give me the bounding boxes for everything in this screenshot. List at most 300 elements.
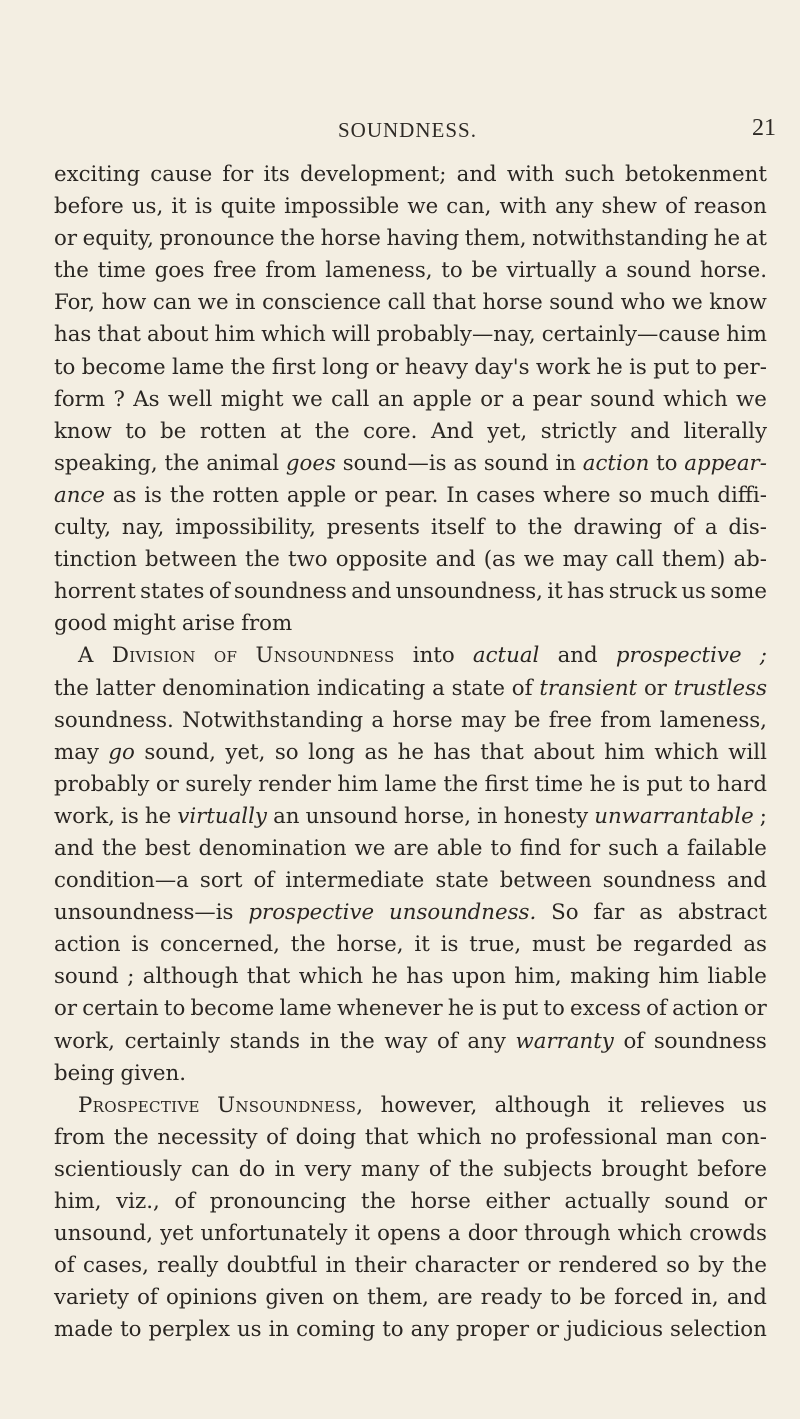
word: man [665, 1124, 713, 1150]
word: he [371, 964, 398, 990]
text-line [54, 769, 767, 801]
word: sound, [144, 739, 216, 765]
word: be [596, 932, 623, 958]
word: animal [206, 450, 280, 476]
word: however, [380, 1092, 478, 1118]
text-line [54, 1058, 767, 1090]
word: arise [181, 611, 236, 637]
text-line [54, 416, 767, 448]
word: true, [469, 932, 522, 958]
word: way [384, 1028, 428, 1054]
word: it [414, 932, 430, 958]
word: upon [451, 964, 506, 990]
word: from [265, 258, 317, 284]
word: (as [483, 547, 516, 573]
word: first [271, 354, 316, 380]
word: as [743, 932, 767, 958]
word: free [213, 258, 257, 284]
word: which [654, 739, 719, 765]
word: ance [54, 482, 105, 508]
word: soundness [653, 1028, 767, 1054]
word: or [527, 1253, 551, 1279]
word: might [220, 386, 284, 412]
word: For, [54, 290, 96, 316]
word: or [375, 354, 399, 380]
word: which [261, 322, 326, 348]
word: forced [614, 1285, 684, 1311]
text-line [54, 993, 767, 1025]
word: it [547, 579, 563, 605]
word: on [332, 1285, 359, 1311]
word: perplex [148, 1317, 230, 1343]
word: such [608, 835, 659, 861]
word: how [101, 290, 147, 316]
word: unsound [305, 803, 398, 829]
word: any [467, 1028, 506, 1054]
word: to [543, 996, 565, 1022]
word: So [551, 900, 579, 926]
word: really [157, 1253, 219, 1279]
word: literally [683, 418, 767, 444]
word: as [453, 450, 478, 476]
word: sound [549, 290, 615, 316]
word: us, [131, 194, 164, 220]
word: appear- [684, 450, 767, 476]
word: about [533, 739, 595, 765]
word: well [167, 386, 213, 412]
word: pronounce [159, 226, 275, 252]
word: good [54, 611, 107, 637]
text-line [54, 1250, 767, 1282]
word: put [646, 771, 683, 797]
word: such [564, 162, 615, 187]
text-line [54, 1026, 767, 1058]
word: doing [295, 1124, 357, 1150]
word: in [325, 1253, 347, 1279]
word: may [460, 707, 506, 733]
text-line [54, 352, 767, 384]
word: him [604, 739, 645, 765]
text-line [54, 865, 767, 897]
word: action [582, 450, 650, 476]
word: of [511, 675, 533, 701]
word: no [490, 1124, 517, 1150]
word: the [230, 354, 266, 380]
word: of [174, 1189, 196, 1214]
word: we [407, 194, 439, 220]
word: hard [716, 771, 767, 797]
word: unwarrantable [594, 803, 754, 829]
word: horse [410, 1189, 471, 1214]
word: able [436, 835, 483, 861]
word: about [147, 322, 209, 348]
word: that [480, 739, 524, 765]
word: sound [483, 450, 549, 476]
word: tinction [54, 547, 137, 573]
word: or [480, 386, 504, 412]
word: in [555, 450, 576, 476]
word: regarded [633, 932, 733, 958]
word: actually [564, 1189, 650, 1214]
word: sound—is [342, 450, 447, 476]
word: sound [664, 1189, 730, 1214]
word: abstract [677, 900, 767, 926]
word: is [479, 996, 498, 1022]
word: prospective [615, 643, 742, 669]
word: it [607, 1092, 624, 1118]
word: the [527, 515, 563, 541]
word: to [163, 996, 186, 1022]
word: pronouncing [209, 1189, 347, 1214]
word: selection [670, 1317, 767, 1343]
word: render [258, 771, 331, 797]
word: time [97, 258, 146, 284]
word: and [435, 547, 476, 573]
word: drawing [573, 515, 663, 541]
word: know [54, 418, 112, 444]
word: goes [285, 450, 336, 476]
word: And [430, 418, 474, 444]
word: day's [474, 354, 530, 380]
word: opinions [165, 1285, 258, 1311]
word: soundness. [54, 707, 174, 733]
word: of [266, 1124, 287, 1150]
word: itself [430, 515, 485, 541]
word: from [54, 1124, 106, 1150]
word: a [371, 707, 385, 733]
word: in [309, 1028, 331, 1054]
word: do [238, 1156, 266, 1182]
word: between [145, 547, 237, 573]
word: he [589, 771, 616, 797]
word: may [54, 739, 99, 765]
word: yet, [225, 739, 266, 765]
word: the [245, 547, 280, 573]
word: given. [120, 1060, 186, 1086]
word: the [54, 258, 89, 284]
word: pear. [384, 482, 439, 508]
word: virtually [506, 258, 597, 284]
word: them) [661, 547, 726, 573]
word: trustless [673, 675, 767, 701]
word: to [688, 771, 711, 797]
word: cases, [83, 1253, 149, 1279]
word: him [726, 322, 767, 348]
running-head [0, 115, 800, 148]
word: unfortunately [200, 1221, 348, 1247]
word: diffi- [717, 482, 767, 508]
word: presents [326, 515, 420, 541]
word: lame [384, 771, 437, 797]
word: any [410, 1317, 450, 1343]
word: probably [54, 771, 150, 797]
word: proper [456, 1317, 530, 1343]
word: yet, [487, 418, 528, 444]
word: of [54, 1253, 75, 1279]
word: horse [392, 707, 453, 733]
word: having [386, 226, 460, 252]
word: in [268, 1317, 290, 1343]
word: making [570, 964, 651, 990]
word: as [112, 482, 137, 508]
word: work, [54, 803, 115, 829]
word: notwithstanding [532, 226, 709, 252]
word: time [534, 771, 584, 797]
word: impossibility, [175, 515, 316, 541]
word: struck [608, 579, 677, 605]
word: made [54, 1317, 114, 1343]
word: brought [601, 1156, 688, 1182]
word: for [222, 162, 254, 187]
word: from [241, 611, 293, 637]
word: virtually [177, 803, 267, 829]
word: free [548, 707, 593, 733]
word: which [663, 386, 728, 412]
text-line [54, 544, 767, 576]
word: pear [532, 386, 582, 412]
word: him [214, 322, 256, 348]
word: at [279, 418, 302, 444]
word: whenever [336, 996, 443, 1022]
word: who [620, 290, 666, 316]
word: the [339, 1028, 375, 1054]
word: put [502, 996, 539, 1022]
word: the [361, 1189, 396, 1214]
word: to [125, 418, 147, 444]
word: lame [279, 996, 332, 1022]
word: condition—a [54, 868, 189, 894]
word: state [435, 868, 489, 894]
word: can [191, 1156, 230, 1182]
word: he [447, 996, 475, 1022]
word: unsoundness. [389, 900, 537, 926]
word: prospective [248, 900, 375, 926]
text-line [54, 223, 767, 255]
word: crowds [689, 1221, 767, 1247]
word: first [484, 771, 529, 797]
word: has [567, 579, 605, 605]
word: ; [759, 643, 767, 669]
word: call [615, 547, 654, 573]
word: it [171, 194, 187, 220]
word: latter [95, 675, 156, 701]
word: horse. [699, 258, 767, 284]
word: development; [300, 162, 447, 187]
word: and [630, 418, 671, 444]
word: of [428, 1156, 450, 1182]
word: honesty [503, 803, 589, 829]
word: is [440, 932, 459, 958]
word: the [314, 418, 350, 444]
word: he [596, 354, 623, 380]
word: character [414, 1253, 520, 1279]
text-line [54, 1314, 767, 1346]
text-line [54, 608, 767, 640]
word: best [144, 835, 191, 861]
word: we [291, 386, 323, 412]
text-line [54, 287, 767, 319]
word: surely [185, 771, 252, 797]
word: per- [723, 354, 767, 380]
word: warranty [515, 1028, 614, 1054]
word: a [604, 258, 618, 284]
word: we [354, 835, 386, 861]
word: rotten [212, 482, 279, 508]
text-line [54, 1186, 767, 1218]
word: As [133, 386, 160, 412]
word: a [666, 835, 680, 861]
word: Unsoundness [255, 643, 395, 669]
word: become [81, 354, 166, 380]
word: ab- [733, 547, 767, 573]
word: from [600, 707, 652, 733]
text-line [54, 929, 767, 961]
word: him [658, 964, 700, 990]
word: speaking, [54, 450, 158, 476]
word: can, [446, 194, 492, 220]
word: although [494, 1092, 591, 1118]
word: horse [320, 226, 381, 252]
word: between [499, 868, 592, 894]
word: in [477, 803, 498, 829]
word: has [54, 322, 92, 348]
word: liable [707, 964, 767, 990]
word: action [672, 996, 739, 1022]
word: him [337, 771, 379, 797]
word: is [194, 194, 213, 220]
word: lame [171, 354, 225, 380]
word: long [308, 739, 356, 765]
text-line [54, 576, 767, 608]
word: Division [111, 643, 196, 669]
word: be [471, 258, 498, 284]
word: rendered [558, 1253, 658, 1279]
word: necessity [157, 1124, 258, 1150]
word: so [666, 1253, 690, 1279]
word: we [671, 290, 703, 316]
word: state [451, 675, 505, 701]
word: unsoundness, [395, 579, 543, 605]
word: be [579, 1285, 606, 1311]
word: horse, [336, 932, 404, 958]
word: door [467, 1221, 518, 1247]
text-line [54, 448, 767, 480]
word: the [732, 1253, 767, 1279]
word: a [511, 386, 525, 412]
word: at [745, 226, 767, 252]
word: must [531, 932, 586, 958]
text-line [54, 640, 767, 672]
text-line [54, 801, 767, 833]
text-line [54, 512, 767, 544]
text-line [54, 191, 767, 223]
word: the [164, 450, 200, 476]
word: the [113, 1124, 149, 1150]
word: of [437, 1028, 458, 1054]
word: in, [691, 1285, 719, 1311]
word: is [622, 771, 641, 797]
word: failable [686, 835, 767, 861]
word: viz., [116, 1189, 160, 1214]
word: of [623, 1028, 645, 1054]
word: very [304, 1156, 352, 1182]
word: apple [286, 482, 347, 508]
word: or [54, 996, 78, 1022]
word: of [253, 868, 275, 894]
word: transient [539, 675, 638, 701]
word: or [54, 226, 78, 252]
word: sort [199, 868, 243, 894]
word: is [131, 932, 150, 958]
word: and [54, 835, 95, 861]
word: doubtful [226, 1253, 318, 1279]
word: subjects [503, 1156, 593, 1182]
word: its [263, 162, 290, 187]
word: an [377, 386, 405, 412]
word: states [140, 579, 205, 605]
word: or [155, 771, 179, 797]
word: to [120, 1317, 142, 1343]
word: ready [480, 1285, 542, 1311]
word: to [490, 835, 512, 861]
word: work [535, 354, 591, 380]
word: unsound, [54, 1221, 154, 1247]
word: that [97, 322, 141, 348]
word: ; [759, 803, 767, 829]
word: excess [569, 996, 641, 1022]
word: as [364, 739, 389, 765]
word: betokenment [624, 162, 767, 187]
word: in [274, 1156, 296, 1182]
text-line [54, 255, 767, 287]
word: sound [590, 386, 655, 412]
word: unsoundness—is [54, 900, 234, 926]
word: which [617, 1221, 683, 1247]
word: form [54, 386, 106, 412]
word: so [618, 482, 643, 508]
word: coming [296, 1317, 376, 1343]
word: Unsoundness, [217, 1092, 364, 1118]
word: many [360, 1156, 420, 1182]
text-line [54, 897, 767, 929]
word: with [499, 194, 547, 220]
word: yet [160, 1221, 194, 1247]
word: or [354, 482, 378, 508]
word: us [742, 1092, 767, 1118]
text-line [54, 737, 767, 769]
word: variety [54, 1285, 129, 1311]
word: rotten [199, 418, 267, 444]
word: will [331, 322, 371, 348]
word: some [710, 579, 767, 605]
word: to [54, 354, 76, 380]
text-line [54, 159, 767, 191]
word: with [506, 162, 555, 187]
word: culty, [54, 515, 111, 541]
word: or [536, 1317, 560, 1343]
word: of [646, 996, 667, 1022]
word: Notwithstanding [182, 707, 364, 733]
word: opens [377, 1221, 441, 1247]
text-line [54, 384, 767, 416]
word: certain [82, 996, 159, 1022]
page-number: 21 [752, 115, 776, 141]
word: and [726, 1285, 767, 1311]
word: into [412, 643, 455, 669]
word: has [406, 964, 444, 990]
word: sound [626, 258, 692, 284]
word: the [458, 1156, 494, 1182]
